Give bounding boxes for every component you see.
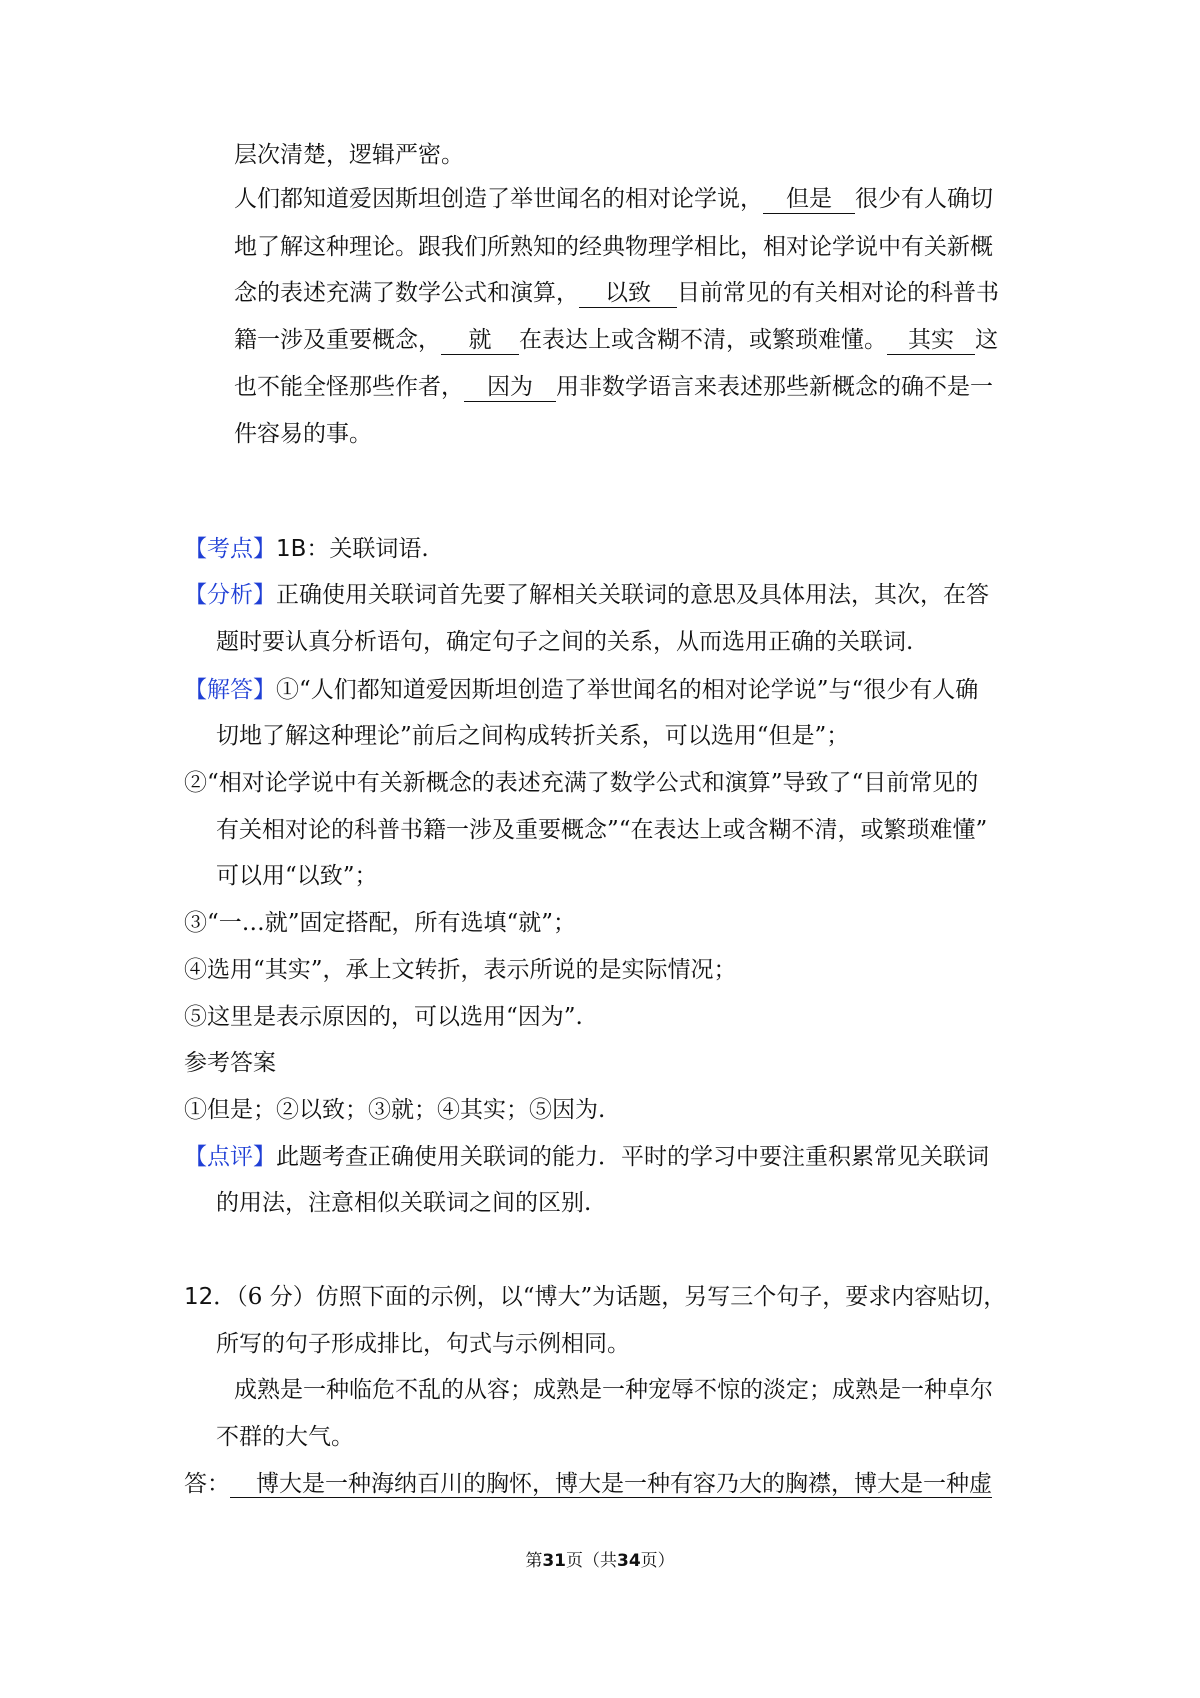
example-text: 成熟是一种临危不乱的从容；成熟是一种宠辱不惊的淡定；成熟是一种卓尔: [234, 1377, 993, 1403]
jieda-line: [216, 861, 378, 891]
dianping-line: [184, 1142, 989, 1172]
passage-text: 这: [975, 327, 998, 353]
passage-line: [234, 372, 993, 402]
passage-line: [234, 232, 993, 262]
passage-text: 件容易的事。: [234, 421, 372, 447]
dianping-line: [216, 1188, 591, 1218]
jieda-line: [184, 675, 978, 705]
question-12-line: [216, 1329, 630, 1359]
passage-text: 念的表述充满了数学公式和演算，: [234, 280, 579, 306]
fenxi-text: 题时要认真分析语句，确定句子之间的关系，从而选用正确的关联词.: [216, 629, 914, 655]
jieda-line: [184, 908, 576, 938]
passage-text: 很少有人确切: [855, 186, 993, 212]
question-score: （6 分）: [236, 1284, 316, 1310]
dianping-tag: 【点评】: [184, 1144, 276, 1170]
jieda-line: [184, 768, 978, 798]
jieda-text: ②“相对论学说中有关新概念的表述充满了数学公式和演算”导致了“目前常见的: [184, 770, 979, 796]
passage-text: 籍一涉及重要概念，: [234, 327, 441, 353]
passage-text: 地了解这种理论。跟我们所熟知的经典物理学相比，相对论学说中有关新概: [234, 234, 993, 260]
example-text: 不群的大气。: [216, 1424, 354, 1450]
reference-answer-text: ①但是；②以致；③就；④其实；⑤因为.: [184, 1097, 606, 1123]
reference-title-text: 参考答案: [184, 1050, 276, 1076]
jieda-line: [184, 1002, 583, 1032]
fenxi-tag: 【分析】: [184, 582, 276, 608]
passage-text: 也不能全怪那些作者，: [234, 374, 464, 400]
answer-blank: 以致: [579, 280, 677, 308]
example-line: [234, 1375, 993, 1405]
question-12-line: [184, 1282, 1006, 1312]
answer-blank: 因为: [464, 374, 556, 402]
fenxi-line: [216, 627, 913, 657]
passage-text: 人们都知道爱因斯坦创造了举世闻名的相对论学说，: [234, 186, 763, 212]
jieda-text: 可以用“以致”；: [216, 863, 378, 889]
answer-label: 答：: [184, 1471, 230, 1497]
dianping-text: 此题考查正确使用关联词的能力．平时的学习中要注重积累常见关联词: [276, 1144, 989, 1170]
example-line: [216, 1422, 354, 1452]
passage-text: 层次清楚，逻辑严密。: [234, 142, 464, 168]
footer-current-page: 31: [542, 1551, 566, 1571]
jieda-text: ①“人们都知道爱因斯坦创造了举世闻名的相对论学说”与“很少有人确: [276, 677, 979, 703]
answer-blank: 其实: [887, 327, 975, 355]
question-text: 所写的句子形成排比，句式与示例相同。: [216, 1331, 630, 1357]
reference-title: [184, 1048, 276, 1078]
jieda-text: ④选用“其实”，承上文转折，表示所说的是实际情况；: [184, 957, 737, 983]
fenxi-line: [184, 580, 989, 610]
footer-mid: 页（共: [566, 1551, 617, 1571]
footer-total-pages: 34: [617, 1551, 641, 1571]
passage-line: [234, 140, 464, 170]
passage-text: 在表达上或含糊不清，或繁琐难懂。: [519, 327, 887, 353]
question-dot: ．: [213, 1284, 237, 1310]
page-footer: [0, 1550, 1200, 1572]
question-text: 仿照下面的示例，以“博大”为话题，另写三个句子，要求内容贴切，: [315, 1284, 1007, 1310]
jieda-text: ③“一…就”固定搭配，所有选填“就”；: [184, 910, 577, 936]
passage-text: 目前常见的有关相对论的科普书: [677, 280, 999, 306]
passage-line: [234, 278, 999, 308]
question-number: 12: [184, 1284, 214, 1310]
jieda-text: 切地了解这种理论”前后之间构成转折关系，可以选用“但是”；: [216, 723, 850, 749]
passage-line: [234, 184, 993, 214]
jieda-line: [184, 955, 737, 985]
kaodian-tag: 【考点】: [184, 536, 276, 562]
reference-answer: [184, 1095, 605, 1125]
jieda-text: ⑤这里是表示原因的，可以选用“因为”.: [184, 1004, 583, 1030]
passage-line: [234, 325, 998, 355]
kaodian-line: [184, 534, 429, 564]
answer-blank: 但是: [763, 186, 855, 214]
jieda-line: [216, 721, 849, 751]
kaodian-code: 1B: [276, 536, 307, 562]
kaodian-text: ：关联词语.: [306, 536, 429, 562]
answer-blank: 就: [441, 327, 519, 355]
jieda-tag: 【解答】: [184, 677, 276, 703]
fenxi-text: 正确使用关联词首先要了解相关关联词的意思及具体用法，其次，在答: [276, 582, 989, 608]
footer-suffix: 页）: [640, 1551, 675, 1571]
dianping-text: 的用法，注意相似关联词之间的区别.: [216, 1190, 592, 1216]
answer-line: [184, 1469, 992, 1499]
answer-text: 博大是一种海纳百川的胸怀，博大是一种有容乃大的胸襟，博大是一种虚: [230, 1471, 992, 1498]
jieda-text: 有关相对论的科普书籍一涉及重要概念”“在表达上或含糊不清，或繁琐难懂”: [216, 817, 988, 843]
jieda-line: [216, 815, 987, 845]
footer-prefix: 第: [525, 1551, 543, 1571]
passage-text: 用非数学语言来表述那些新概念的确不是一: [556, 374, 993, 400]
passage-line: [234, 419, 372, 449]
